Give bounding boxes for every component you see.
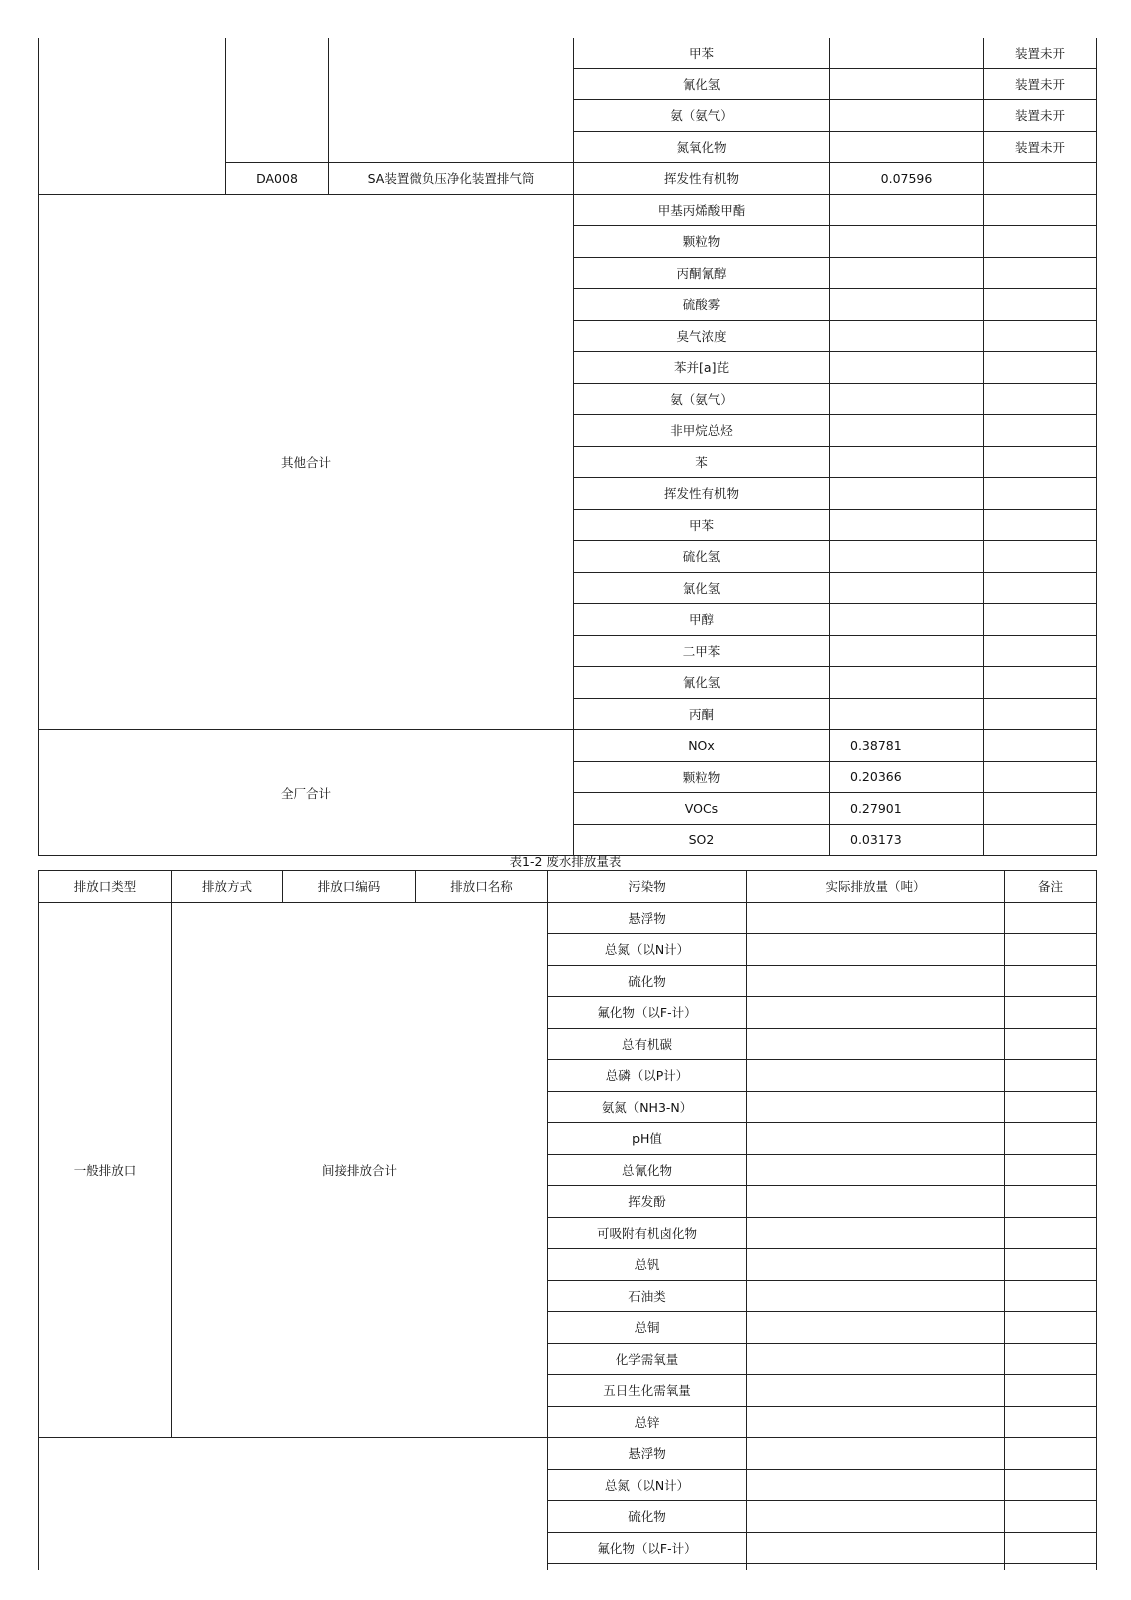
pollutant-cell: 苯并[a]芘: [574, 352, 830, 384]
pollutant-cell: 总磷（以P计）: [548, 1060, 747, 1092]
pollutant-cell: 硫化物: [548, 1501, 747, 1533]
note-cell: [1005, 1406, 1097, 1438]
value-cell: [830, 383, 984, 415]
pollutant-cell: 总锌: [548, 1406, 747, 1438]
column-header: 排放口编码: [283, 871, 416, 903]
note-cell: [1005, 1532, 1097, 1564]
pollutant-cell: 苯: [574, 446, 830, 478]
pollutant-cell: 挥发酚: [548, 1186, 747, 1218]
column-header: 实际排放量（吨）: [747, 871, 1005, 903]
note-cell: [984, 352, 1097, 384]
value-cell: [830, 131, 984, 163]
pollutant-cell: SO2: [574, 824, 830, 856]
table-row: [39, 194, 1097, 226]
outlet-name-cell: [329, 38, 574, 163]
value-cell: [747, 1217, 1005, 1249]
value-cell: 0.20366: [830, 761, 984, 793]
other-total-label: 其他合计: [39, 194, 574, 730]
outlet-code-cell: [226, 38, 329, 163]
note-cell: [1005, 1186, 1097, 1218]
note-cell: [984, 604, 1097, 636]
note-cell: [1005, 1280, 1097, 1312]
indirect-total-label: 间接排放合计: [172, 902, 548, 1438]
column-header: 污染物: [548, 871, 747, 903]
pollutant-cell: 臭气浓度: [574, 320, 830, 352]
outlet-name-cell: SA装置微负压净化装置排气筒: [329, 163, 574, 195]
pollutant-cell: 氟化物（以F-计）: [548, 997, 747, 1029]
value-cell: [747, 997, 1005, 1029]
note-cell: [984, 320, 1097, 352]
pollutant-cell: 甲基丙烯酸甲酯: [574, 194, 830, 226]
value-cell: [830, 604, 984, 636]
pollutant-cell: 总有机碳: [548, 1028, 747, 1060]
pollutant-cell: 氨（氨气）: [574, 383, 830, 415]
value-cell: [747, 934, 1005, 966]
value-cell: [830, 509, 984, 541]
note-cell: [1005, 934, 1097, 966]
value-cell: [830, 478, 984, 510]
pollutant-cell: 总钒: [548, 1249, 747, 1281]
pollutant-cell: 悬浮物: [548, 1438, 747, 1470]
value-cell: [747, 1186, 1005, 1218]
note-cell: [1005, 1217, 1097, 1249]
note-cell: [984, 226, 1097, 258]
pollutant-cell: 颗粒物: [574, 226, 830, 258]
value-cell: [747, 1438, 1005, 1470]
pollutant-cell: 挥发性有机物: [574, 163, 830, 195]
note-cell: [984, 257, 1097, 289]
value-cell: [747, 1249, 1005, 1281]
value-cell: [747, 1343, 1005, 1375]
value-cell: [747, 1123, 1005, 1155]
pollutant-cell: 氨（氨气）: [574, 100, 830, 132]
value-cell: 0.38781: [830, 730, 984, 762]
value-cell: [747, 902, 1005, 934]
pollutant-cell: 总铜: [548, 1312, 747, 1344]
value-cell: [747, 1060, 1005, 1092]
outlet-code-cell: DA008: [226, 163, 329, 195]
wastewater-emission-table: [38, 870, 1097, 1596]
value-cell: [830, 100, 984, 132]
note-cell: [984, 415, 1097, 447]
value-cell: [830, 352, 984, 384]
table-row: [39, 1438, 1097, 1470]
note-cell: [984, 730, 1097, 762]
value-cell: [747, 1406, 1005, 1438]
pollutant-cell: 二甲苯: [574, 635, 830, 667]
note-cell: [1005, 997, 1097, 1029]
note-cell: [1005, 1343, 1097, 1375]
pollutant-cell: 氨氮（NH3-N）: [548, 1091, 747, 1123]
column-header: 备注: [1005, 871, 1097, 903]
value-cell: 0.03173: [830, 824, 984, 856]
pollutant-cell: 氰化氢: [574, 68, 830, 100]
water-table-caption: 表1-2 废水排放量表: [509, 854, 622, 869]
pollutant-cell: 非甲烷总烃: [574, 415, 830, 447]
value-cell: [830, 226, 984, 258]
note-cell: 装置未开: [984, 131, 1097, 163]
note-cell: [984, 478, 1097, 510]
pollutant-cell: 可吸附有机卤化物: [548, 1217, 747, 1249]
value-cell: [830, 446, 984, 478]
column-header: 排放方式: [172, 871, 283, 903]
note-cell: [1005, 1091, 1097, 1123]
note-cell: [1005, 1312, 1097, 1344]
value-cell: [747, 1532, 1005, 1564]
value-cell: [830, 320, 984, 352]
value-cell: [747, 1312, 1005, 1344]
note-cell: 装置未开: [984, 38, 1097, 68]
pollutant-cell: 氰化氢: [574, 667, 830, 699]
note-cell: [984, 824, 1097, 856]
pollutant-cell: 氮氧化物: [574, 131, 830, 163]
note-cell: [1005, 1154, 1097, 1186]
note-cell: [984, 635, 1097, 667]
pollutant-cell: 甲苯: [574, 38, 830, 68]
note-cell: [984, 289, 1097, 321]
value-cell: [830, 415, 984, 447]
note-cell: [1005, 1249, 1097, 1281]
value-cell: [830, 635, 984, 667]
pollutant-cell: 氯化氢: [574, 572, 830, 604]
pollutant-cell: 石油类: [548, 1280, 747, 1312]
note-cell: [1005, 1501, 1097, 1533]
plant-total-label: 全厂合计: [39, 730, 574, 856]
value-cell: [830, 68, 984, 100]
value-cell: [747, 1501, 1005, 1533]
pollutant-cell: 硫化氢: [574, 541, 830, 573]
pollutant-cell: pH值: [548, 1123, 747, 1155]
value-cell: [830, 257, 984, 289]
note-cell: [984, 383, 1097, 415]
outlet-type-cell: [39, 38, 226, 194]
column-header: 排放口名称: [416, 871, 548, 903]
pollutant-cell: 挥发性有机物: [574, 478, 830, 510]
note-cell: [984, 698, 1097, 730]
value-cell: 0.27901: [830, 793, 984, 825]
pollutant-cell: 总氰化物: [548, 1154, 747, 1186]
note-cell: 装置未开: [984, 100, 1097, 132]
note-cell: [984, 446, 1097, 478]
value-cell: [830, 572, 984, 604]
air-emission-table: [38, 38, 1097, 856]
note-cell: [1005, 1123, 1097, 1155]
pollutant-cell: 甲醇: [574, 604, 830, 636]
note-cell: [1005, 1469, 1097, 1501]
note-cell: [984, 163, 1097, 195]
pollutant-cell: 化学需氧量: [548, 1343, 747, 1375]
note-cell: [1005, 1438, 1097, 1470]
note-cell: [1005, 965, 1097, 997]
pollutant-cell: 总氮（以N计）: [548, 1469, 747, 1501]
value-cell: [830, 38, 984, 68]
note-cell: [1005, 1375, 1097, 1407]
value-cell: [747, 1375, 1005, 1407]
value-cell: 0.07596: [830, 163, 984, 195]
pollutant-cell: 氟化物（以F-计）: [548, 1532, 747, 1564]
note-cell: [1005, 1028, 1097, 1060]
table-row: [39, 730, 1097, 762]
note-cell: [984, 572, 1097, 604]
value-cell: [830, 289, 984, 321]
value-cell: [830, 698, 984, 730]
note-cell: [984, 541, 1097, 573]
pollutant-cell: 甲苯: [574, 509, 830, 541]
value-cell: [830, 667, 984, 699]
note-cell: [984, 509, 1097, 541]
note-cell: 装置未开: [984, 68, 1097, 100]
note-cell: [1005, 1060, 1097, 1092]
value-cell: [830, 541, 984, 573]
value-cell: [747, 965, 1005, 997]
pollutant-cell: 硫化物: [548, 965, 747, 997]
note-cell: [984, 761, 1097, 793]
pollutant-cell: 悬浮物: [548, 902, 747, 934]
value-cell: [747, 1280, 1005, 1312]
outlet-type-cell: 一般排放口: [39, 902, 172, 1438]
pollutant-cell: 硫酸雾: [574, 289, 830, 321]
pollutant-cell: 五日生化需氧量: [548, 1375, 747, 1407]
pollutant-cell: 总氮（以N计）: [548, 934, 747, 966]
table-row: [39, 38, 1097, 68]
value-cell: [747, 1469, 1005, 1501]
note-cell: [984, 793, 1097, 825]
note-cell: [1005, 902, 1097, 934]
header-row: [39, 871, 1097, 903]
value-cell: [747, 1028, 1005, 1060]
value-cell: [830, 194, 984, 226]
value-cell: [747, 1154, 1005, 1186]
value-cell: [747, 1091, 1005, 1123]
column-header: 排放口类型: [39, 871, 172, 903]
pollutant-cell: 丙酮氰醇: [574, 257, 830, 289]
pollutant-cell: 丙酮: [574, 698, 830, 730]
pollutant-cell: VOCs: [574, 793, 830, 825]
table-row: [39, 902, 1097, 934]
note-cell: [984, 194, 1097, 226]
pollutant-cell: NOx: [574, 730, 830, 762]
note-cell: [984, 667, 1097, 699]
pollutant-cell: 颗粒物: [574, 761, 830, 793]
